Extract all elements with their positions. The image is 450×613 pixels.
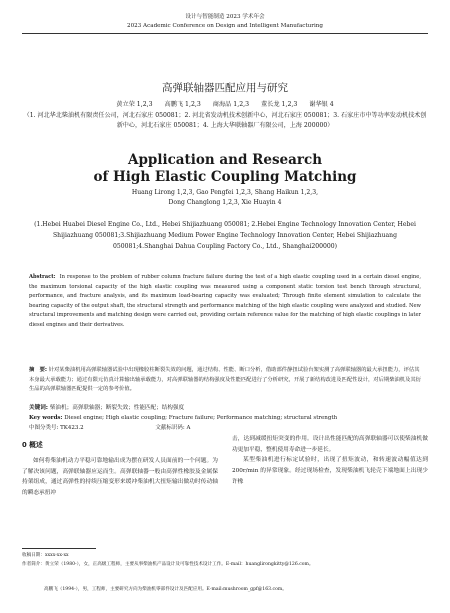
en-authors-line2: Dong Changlong 1,2,3, Xie Huayin 4 <box>168 199 282 206</box>
en-title-line2: of High Elastic Coupling Matching <box>93 169 357 185</box>
classification <box>29 424 421 433</box>
cn-author: 商海品 1,2,3 <box>212 101 250 108</box>
en-title <box>0 152 450 186</box>
en-authors-line1: Huang Lirong 1,2,3, Gao Pengfei 1,2,3, Shang Haikun 1,2,3, <box>131 189 319 196</box>
cn-abstract-label: 摘 要: <box>29 367 48 373</box>
left-column <box>22 456 218 499</box>
footnote-author1: 作者简介：黄立荣（1980-），女，正高级工程师，主要从事柴油机产品设计及可靠性技术设计工作。E-mail：huanglirongkitty@126.com。 <box>22 562 314 567</box>
paragraph: 如何将柴油机动力平稳可靠地输出成为摆在研发人员面前的一个问题。为了解决该问题，高弹联轴器应运而生。高弹联轴器一般由高弹性橡胶及金属保持架组成，通过高弹性的持续压缩变形来缓冲柴油机大扭矩输出做功时传动轴的瞬态承扭冲 <box>22 458 218 497</box>
cn-affiliation: （1. 河北华北柴油机有限责任公司，河北石家庄 050081；2. 河北省发动机技术创新中心，河北石家庄 050081；3. 石家庄市中等功率发动机技术创新中心，河北石家庄 050081；4. 上海大华联轴器厂有限公司，上海 200000） <box>23 112 427 129</box>
section-heading: 0 概述 <box>22 441 43 449</box>
cn-keywords <box>29 404 421 413</box>
cn-author: 黄立荣 1,2,3 <box>116 101 153 108</box>
running-header-en: 2023 Academic Conference on Design and Intelligent Manufacturing <box>127 23 323 29</box>
cn-author: 高鹏飞 1,2,3 <box>164 101 201 108</box>
cn-authors <box>0 99 450 108</box>
right-column <box>232 434 428 488</box>
cn-author: 董长龙 1,2,3 <box>261 101 298 108</box>
en-title-line1: Application and Research <box>127 152 323 168</box>
footnote-author2: 高鹏飞（1994-），男，工程师，主要研究方向为柴油机零部件设计及匹配应用。E-mail:mushroom_gpf@163.com。 <box>44 587 287 592</box>
cn-author: 谢华银 4 <box>309 101 334 108</box>
header-rule <box>22 33 428 34</box>
running-header-cn: 设计与智能制造 2023 学术年会 <box>185 14 265 20</box>
clc-number: 中图分类号: TK423.2 <box>29 425 84 431</box>
cn-abstract-text: 针对某柴油机用高弹联轴器试验中出现橡胶柱断裂失效的问题，通过结构、性能、断口分析，借助部件静扭试验台架实测了高弹联轴器的最大承扭能力，评估其本身最大承载能力；通过有限元仿真计算输出轴承载能力，对高弹联轴器的结构强度及性能匹配进行了分析研究，开展了新结构改进及匹配性设计，对后期柴油机及其衍生品的高弹联轴器匹配提供一定的参考价值。 <box>29 367 421 392</box>
en-keywords-text: Diesel engine; High elastic coupling; Fracture failure; Performance matching; structural strength <box>64 415 338 421</box>
paragraph: 击，达到减缓扭矩突变的作用。设计出性能匹配的高弹联轴器可以使柴油机做功更加平稳，整机使用寿命进一步延长。 <box>232 436 428 453</box>
abstract-text: In response to the problem of rubber column fracture failure during the test of a high elastic coupling used in a certain diesel engine, the maximum torsional capacity of the high elastic coupling was measured using a component static torsion test bench through structural, performance, and fracture analysis, and its maximum load-bearing capacity was evaluated; Through finite element simulation to calculate the bearing capacity of the output shaft, the structural strength and performance matching of the high elastic coupling were analyzed and studied. New structural improvements and matching design were carried out, providing certain reference value for the matching of high elastic couplings in later diesel engines and their derivatives. <box>29 274 421 328</box>
doc-code: 文献标识码: A <box>155 425 191 431</box>
abstract <box>29 273 421 331</box>
paragraph: 某型柴油机进行标定试验时，出现了扭矩波动，和转速波动幅值达到 200r/min 的异常现象。经过现场检查，发现柴油机飞轮壳下端地面上出现少许橡 <box>232 457 428 485</box>
en-keywords <box>29 414 421 423</box>
abstract-label: Abstract: <box>29 274 56 280</box>
en-keywords-label: Key words: <box>29 415 63 421</box>
footnote-rule <box>22 548 96 549</box>
en-authors <box>0 188 450 208</box>
cn-keywords-text: 柴油机；高弹联轴器；断裂失效；性能匹配；结构强度 <box>49 405 185 411</box>
footnote-received: 收稿日期：xxxx-xx-xx <box>22 553 69 558</box>
cn-abstract <box>29 366 421 395</box>
cn-title: 高弹联轴器匹配应用与研究 <box>162 82 288 94</box>
en-affiliation: (1.Hebei Huabei Diesel Engine Co., Ltd., Hebei Shijiazhuang 050081; 2.Hebei Engine Technology Innovation Center, Hebei Shijiazhuang 050081;3.Shijiazhuang Medium Power Engine Technology Innovation Center, Hebei Shijiazhuang 050081;4.Shanghai Dahua Coupling Factory Co., Ltd., Shanghai200000) <box>34 221 416 250</box>
cn-keywords-label: 关键词: <box>29 405 49 411</box>
